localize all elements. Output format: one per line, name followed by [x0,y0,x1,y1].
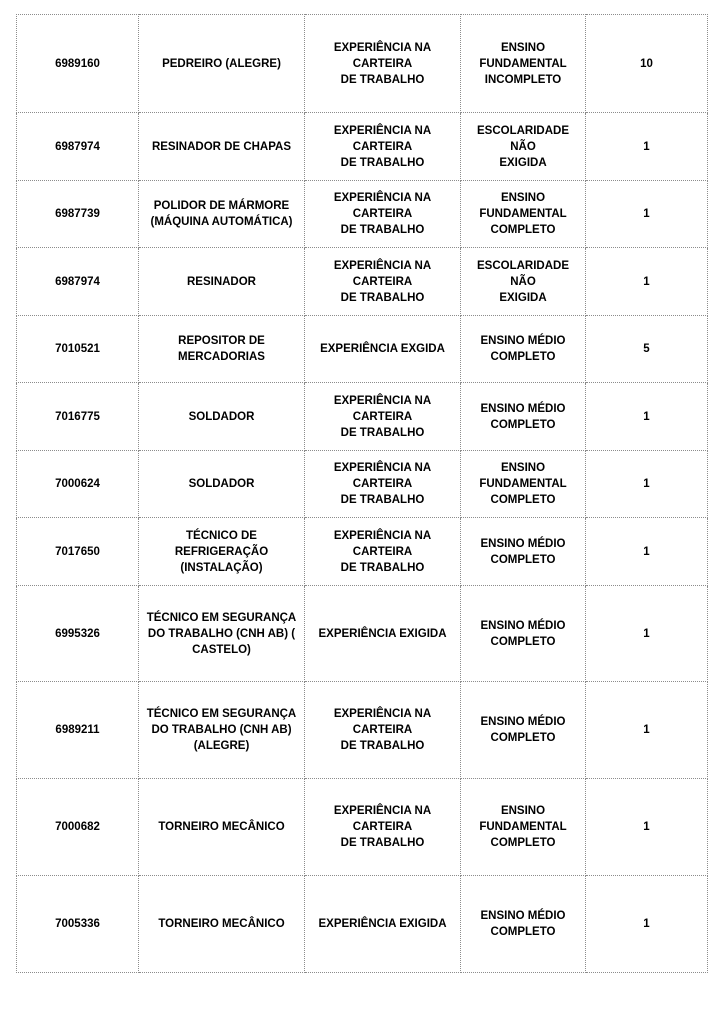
vacancy-count: 1 [586,248,708,316]
job-code: 7000624 [17,451,139,518]
job-code: 6987974 [17,113,139,181]
experience-requirement: EXPERIÊNCIA EXGIDA [305,316,461,383]
experience-requirement: EXPERIÊNCIA NA CARTEIRA DE TRABALHO [305,779,461,876]
vacancy-count: 1 [586,518,708,586]
education-requirement: ENSINO MÉDIO COMPLETO [461,518,586,586]
job-role: SOLDADOR [139,451,305,518]
education-requirement: ENSINO MÉDIO COMPLETO [461,316,586,383]
job-role: TÉCNICO EM SEGURANÇA DO TRABALHO (CNH AB) ( CASTELO) [139,586,305,682]
table-row [17,451,708,518]
experience-requirement: EXPERIÊNCIA NA CARTEIRA DE TRABALHO [305,181,461,248]
job-code: 7010521 [17,316,139,383]
job-role: RESINADOR [139,248,305,316]
job-role: RESINADOR DE CHAPAS [139,113,305,181]
experience-requirement: EXPERIÊNCIA NA CARTEIRA DE TRABALHO [305,451,461,518]
job-vacancies-table [16,14,708,973]
experience-requirement: EXPERIÊNCIA EXIGIDA [305,586,461,682]
vacancy-count: 1 [586,876,708,973]
table-row [17,15,708,113]
job-code: 7017650 [17,518,139,586]
table-row [17,316,708,383]
table-row [17,682,708,779]
table-row [17,181,708,248]
job-code: 6987739 [17,181,139,248]
job-code: 7016775 [17,383,139,451]
job-code: 6995326 [17,586,139,682]
job-code: 7000682 [17,779,139,876]
education-requirement: ENSINO FUNDAMENTAL COMPLETO [461,451,586,518]
education-requirement: ENSINO MÉDIO COMPLETO [461,682,586,779]
vacancy-count: 1 [586,586,708,682]
vacancy-count: 1 [586,113,708,181]
job-code: 6989211 [17,682,139,779]
experience-requirement: EXPERIÊNCIA EXIGIDA [305,876,461,973]
vacancy-count: 1 [586,451,708,518]
education-requirement: ENSINO FUNDAMENTAL COMPLETO [461,181,586,248]
education-requirement: ESCOLARIDADE NÃO EXIGIDA [461,113,586,181]
vacancy-count: 5 [586,316,708,383]
table-row [17,518,708,586]
vacancy-count: 1 [586,383,708,451]
table-row [17,248,708,316]
job-role: POLIDOR DE MÁRMORE (MÁQUINA AUTOMÁTICA) [139,181,305,248]
education-requirement: ENSINO MÉDIO COMPLETO [461,876,586,973]
experience-requirement: EXPERIÊNCIA NA CARTEIRA DE TRABALHO [305,518,461,586]
job-code: 6987974 [17,248,139,316]
job-role: REPOSITOR DE MERCADORIAS [139,316,305,383]
job-role: TÉCNICO EM SEGURANÇA DO TRABALHO (CNH AB) (ALEGRE) [139,682,305,779]
vacancy-count: 1 [586,181,708,248]
vacancy-count: 10 [586,15,708,113]
job-role: TORNEIRO MECÂNICO [139,876,305,973]
table-row [17,113,708,181]
job-role: SOLDADOR [139,383,305,451]
education-requirement: ENSINO MÉDIO COMPLETO [461,586,586,682]
job-code: 6989160 [17,15,139,113]
job-code: 7005336 [17,876,139,973]
experience-requirement: EXPERIÊNCIA NA CARTEIRA DE TRABALHO [305,113,461,181]
table-row [17,383,708,451]
job-role: TORNEIRO MECÂNICO [139,779,305,876]
experience-requirement: EXPERIÊNCIA NA CARTEIRA DE TRABALHO [305,248,461,316]
education-requirement: ENSINO MÉDIO COMPLETO [461,383,586,451]
education-requirement: ENSINO FUNDAMENTAL INCOMPLETO [461,15,586,113]
vacancy-count: 1 [586,682,708,779]
job-role: PEDREIRO (ALEGRE) [139,15,305,113]
job-role: TÉCNICO DE REFRIGERAÇÃO (INSTALAÇÃO) [139,518,305,586]
experience-requirement: EXPERIÊNCIA NA CARTEIRA DE TRABALHO [305,383,461,451]
education-requirement: ENSINO FUNDAMENTAL COMPLETO [461,779,586,876]
experience-requirement: EXPERIÊNCIA NA CARTEIRA DE TRABALHO [305,682,461,779]
table-row [17,586,708,682]
experience-requirement: EXPERIÊNCIA NA CARTEIRA DE TRABALHO [305,15,461,113]
vacancy-count: 1 [586,779,708,876]
education-requirement: ESCOLARIDADE NÃO EXIGIDA [461,248,586,316]
table-row [17,876,708,973]
table-row [17,779,708,876]
